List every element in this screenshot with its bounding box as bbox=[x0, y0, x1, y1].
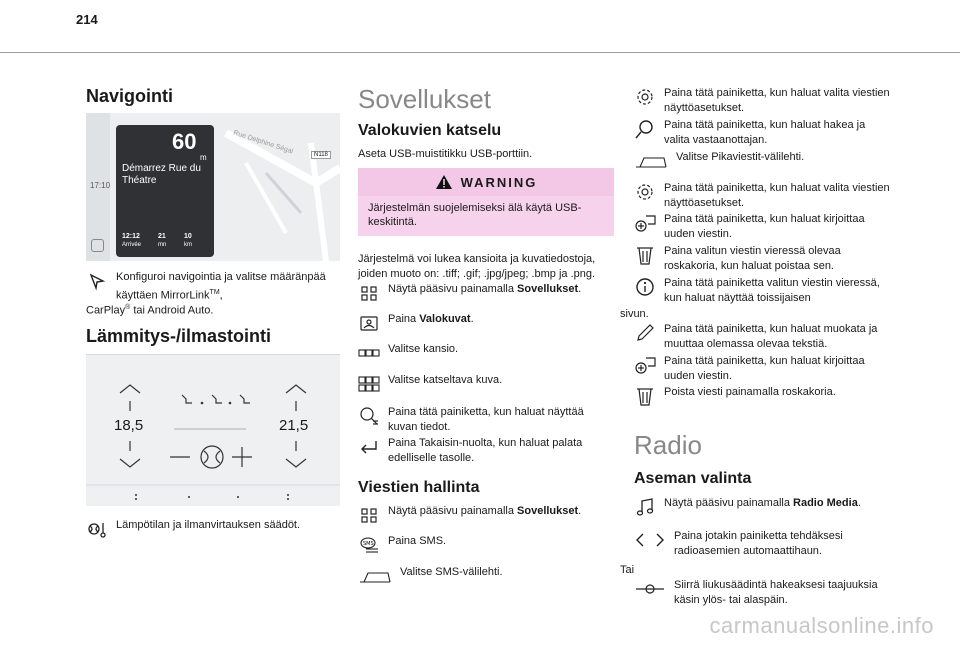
sms-icon bbox=[358, 534, 380, 556]
nav-clock: 17:10 bbox=[90, 181, 111, 190]
nav-street: Démarrez Rue du Théatre bbox=[122, 163, 201, 186]
c-trash: Paina valitun viestin vieressä olevaa roskakoria, kun haluat poistaa sen. bbox=[634, 244, 896, 274]
messages-heading: Viestien hallinta bbox=[358, 479, 480, 496]
c-quick-tab: Valitse Pikaviestit-välilehti. bbox=[634, 150, 896, 172]
warning-label: WARNING bbox=[460, 174, 538, 190]
trash-icon bbox=[634, 244, 656, 266]
svg-text:SMS: SMS bbox=[363, 541, 374, 547]
navigation-heading: Navigointi bbox=[86, 86, 174, 106]
folder-list-icon bbox=[358, 342, 380, 364]
prev-next-chevrons-icon bbox=[634, 529, 666, 551]
info-icon bbox=[634, 276, 656, 298]
music-note-icon bbox=[634, 496, 656, 518]
c-edit: Paina tätä painiketta, kun haluat muokata ja muuttaa olemassa olevaa tekstiä. bbox=[634, 322, 896, 352]
step-back: Paina Takaisin-nuolta, kun haluat palata edelliselle tasolle. bbox=[358, 436, 616, 466]
photos-icon bbox=[358, 312, 380, 334]
step-apps: Näytä pääsivu painamalla Sovellukset. bbox=[358, 282, 616, 304]
warning-triangle-icon bbox=[435, 174, 453, 190]
c-trash-2: Poista viesti painamalla roskakoria. bbox=[634, 385, 896, 407]
settings-gear-icon bbox=[634, 181, 656, 203]
msg-step-tab: Valitse SMS-välilehti. bbox=[358, 565, 616, 587]
settings-gear-icon bbox=[634, 86, 656, 108]
navigation-arrow-icon bbox=[86, 270, 108, 292]
nav-km: 10 bbox=[184, 233, 192, 240]
step-folder: Valitse kansio. bbox=[358, 342, 616, 364]
new-message-icon bbox=[634, 212, 656, 234]
navigation-screen-image bbox=[86, 113, 340, 261]
formats-text: Järjestelmä voi lukea kansioita ja kuvatiedostoja, joiden muoto on: .tiff; .gif; .jpg/jpeg; .bmp ja .png. bbox=[358, 253, 596, 280]
c-info-cont: sivun. bbox=[620, 308, 649, 320]
radio-heading: Radio bbox=[634, 430, 702, 460]
climate-description-text: Lämpötilan ja ilmanvirtauksen säädöt. bbox=[116, 519, 301, 531]
apps-heading: Sovellukset bbox=[358, 84, 491, 114]
c-info: Paina tätä painiketta valitun viestin vieressä, kun haluat näyttää toissijaisen bbox=[634, 276, 896, 306]
nav-arrival-time: 12:12 bbox=[122, 233, 140, 240]
nav-description-line-2: CarPlay® tai Android Auto. bbox=[86, 304, 214, 317]
pencil-icon bbox=[634, 322, 656, 344]
r-auto-search: Paina jotakin painiketta tehdäksesi radioasemien automaattihaun. bbox=[634, 529, 896, 559]
r-or: Tai bbox=[620, 564, 635, 576]
nav-km-label: km bbox=[184, 242, 192, 248]
nav-instruction-card bbox=[116, 125, 214, 257]
nav-description bbox=[86, 270, 340, 304]
step-photos: Paina Valokuvat. bbox=[358, 312, 616, 334]
climate-heading: Lämmitys-/ilmastointi bbox=[86, 326, 272, 346]
nav-distance: 60 bbox=[172, 129, 197, 154]
photo-intro: Aseta USB-muistitikku USB-porttiin. bbox=[358, 148, 533, 160]
c-search: Paina tätä painiketta, kun haluat hakea ja valita vastaanottajan. bbox=[634, 118, 896, 148]
new-message-icon bbox=[634, 354, 656, 376]
nav-arrival-label: Arrivée bbox=[122, 242, 142, 248]
tuning-slider-icon bbox=[634, 578, 666, 600]
search-icon bbox=[634, 118, 656, 140]
c-settings-1: Paina tätä painiketta, kun haluat valita viestien näyttöasetukset. bbox=[634, 86, 896, 116]
back-arrow-icon bbox=[358, 436, 380, 458]
warning-header bbox=[358, 168, 614, 196]
nav-map-street-label: Rue Delphine Ségal bbox=[232, 129, 294, 156]
c-new-msg-2: Paina tätä painiketta, kun haluat kirjoittaa uuden viestin. bbox=[634, 354, 896, 384]
climate-screen-image bbox=[86, 354, 340, 506]
temp-left: 18,5 bbox=[114, 417, 144, 434]
image-grid-icon bbox=[358, 373, 380, 395]
step-image: Valitse katseltava kuva. bbox=[358, 373, 616, 395]
r-slider: Siirrä liukusäädintä hakeaksesi taajuuksia käsin ylös- tai alaspäin. bbox=[634, 578, 896, 608]
c-settings-2: Paina tätä painiketta, kun haluat valita viestien näyttöasetukset. bbox=[634, 181, 896, 211]
step-info: Paina tätä painiketta, kun haluat näyttää kuvan tiedot. bbox=[358, 405, 616, 435]
temp-right: 21,5 bbox=[279, 417, 309, 434]
station-heading: Aseman valinta bbox=[634, 470, 752, 487]
c-new-msg: Paina tätä painiketta, kun haluat kirjoittaa uuden viestin. bbox=[634, 212, 896, 242]
r-radio-media: Näytä pääsivu painamalla Radio Media. bbox=[634, 496, 896, 518]
apps-grid-icon bbox=[358, 282, 380, 304]
nav-description-text: Konfiguroi navigointia ja valitse määränpää käyttäen MirrorLink™, bbox=[116, 271, 326, 302]
apps-grid-icon bbox=[358, 504, 380, 526]
watermark: carmanualsonline.info bbox=[709, 613, 934, 638]
msg-step-apps: Näytä pääsivu painamalla Sovellukset. bbox=[358, 504, 616, 526]
nav-minutes: 21 bbox=[158, 233, 166, 240]
msg-step-sms: SMS Paina SMS. bbox=[358, 534, 616, 556]
warning-box bbox=[358, 168, 614, 236]
climate-description bbox=[86, 518, 340, 540]
nav-distance-unit: m bbox=[200, 153, 207, 162]
trash-icon bbox=[634, 385, 656, 407]
nav-road-sign: N118 bbox=[311, 151, 331, 159]
header-divider bbox=[0, 52, 960, 53]
photo-heading: Valokuvien katselu bbox=[358, 122, 502, 139]
image-info-icon bbox=[358, 405, 380, 427]
warning-text: Järjestelmän suojelemiseksi älä käytä USB-keskitintä. bbox=[368, 202, 582, 228]
tab-icon bbox=[634, 150, 668, 172]
climate-icon bbox=[86, 518, 108, 540]
page-number: 214 bbox=[76, 12, 98, 27]
tab-icon bbox=[358, 565, 392, 587]
nav-minutes-label: mn bbox=[158, 242, 167, 248]
